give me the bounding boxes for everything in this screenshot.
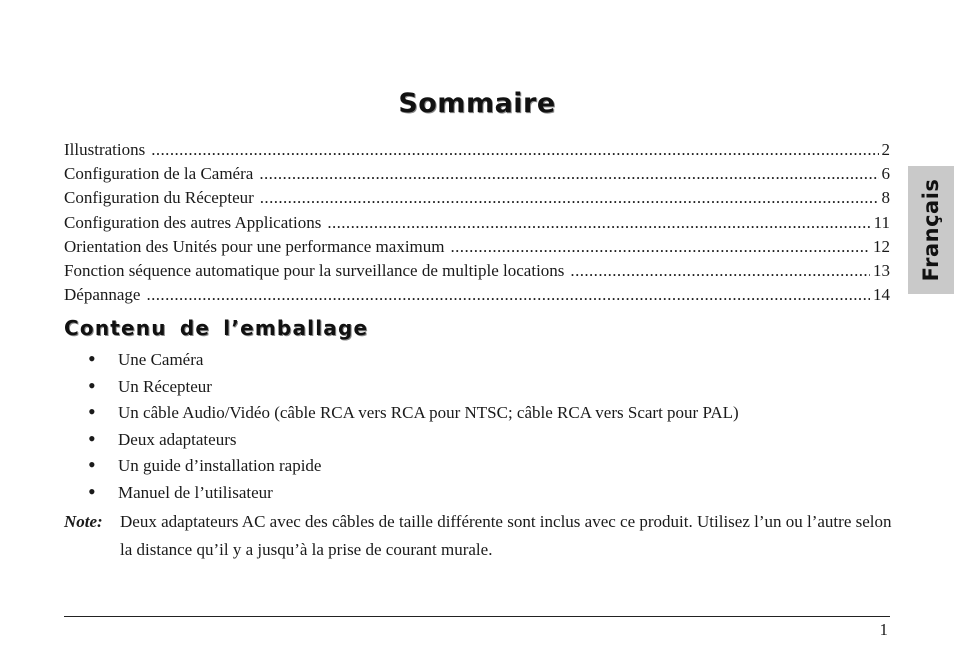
footer-divider bbox=[64, 616, 890, 617]
toc-dot-leader bbox=[146, 283, 870, 307]
list-item-text: Une Caméra bbox=[118, 350, 204, 369]
list-item bbox=[88, 453, 739, 480]
list-item-text: Manuel de l’utilisateur bbox=[118, 482, 273, 502]
list-item-text: Un guide d’installation rapide bbox=[118, 456, 322, 476]
list-item bbox=[88, 347, 739, 374]
list-item-text: Un câble Audio/Vidéo (câble RCA vers RCA pour NTSC; câble RCA vers Scart pour PAL) bbox=[118, 403, 739, 423]
page-title: Sommaire bbox=[398, 88, 556, 120]
list-item-text: Un Récepteur bbox=[118, 376, 212, 396]
toc-entry bbox=[64, 283, 890, 307]
note-block bbox=[64, 508, 894, 564]
toc-entry bbox=[64, 259, 890, 283]
toc-entry-label: Configuration de la Caméra bbox=[64, 164, 254, 184]
toc-entry-page: 2 bbox=[881, 140, 890, 159]
bullet-icon: • bbox=[88, 478, 96, 504]
toc-entry-label: Fonction séquence automatique pour la surveillance de multiple locations bbox=[64, 260, 565, 280]
section-heading: Contenu de l’emballage bbox=[64, 316, 369, 340]
bullet-icon: • bbox=[88, 372, 96, 398]
toc-entry-page: 14 bbox=[873, 285, 890, 305]
toc-entry bbox=[64, 186, 890, 210]
toc-entry-page: 8 bbox=[881, 188, 890, 208]
list-item-text: Deux adaptateurs bbox=[118, 429, 237, 449]
toc-entry bbox=[64, 211, 890, 235]
bullet-icon: • bbox=[88, 346, 96, 371]
toc-dot-leader bbox=[570, 259, 870, 283]
toc-entry-page: 11 bbox=[873, 212, 890, 232]
list-item bbox=[88, 480, 739, 507]
toc-entry bbox=[64, 235, 890, 259]
page-number: 1 bbox=[879, 620, 888, 639]
table-of-contents bbox=[64, 138, 890, 307]
list-item bbox=[88, 374, 739, 401]
toc-entry-page: 6 bbox=[881, 164, 890, 184]
toc-entry-label: Illustrations bbox=[64, 140, 146, 159]
toc-entry bbox=[64, 138, 890, 162]
toc-dot-leader bbox=[259, 162, 878, 186]
note-label: Note: bbox=[64, 512, 103, 531]
bullet-icon: • bbox=[88, 425, 96, 451]
note-text: Deux adaptateurs AC avec des câbles de taille différente sont inclus avec ce produit. Utilisez l’un ou l’autre selon la distance qu’il y a jusqu’à la prise de courant murale. bbox=[120, 512, 892, 559]
toc-entry-page: 13 bbox=[873, 260, 890, 280]
list-item bbox=[88, 400, 739, 427]
toc-entry-label: Configuration du Récepteur bbox=[64, 188, 254, 208]
bullet-icon: • bbox=[88, 452, 96, 478]
list-item bbox=[88, 427, 739, 454]
language-tab bbox=[908, 166, 954, 294]
toc-dot-leader bbox=[327, 211, 870, 235]
toc-dot-leader bbox=[151, 138, 878, 162]
bullet-icon: • bbox=[88, 399, 96, 425]
package-contents-list bbox=[88, 347, 739, 507]
toc-entry-page: 12 bbox=[873, 236, 890, 256]
toc-entry bbox=[64, 162, 890, 186]
toc-entry-label: Orientation des Unités pour une performance maximum bbox=[64, 236, 445, 256]
toc-dot-leader bbox=[260, 186, 879, 210]
toc-dot-leader bbox=[451, 235, 871, 259]
language-tab-label: Français bbox=[919, 178, 943, 282]
toc-entry-label: Dépannage bbox=[64, 285, 141, 305]
toc-entry-label: Configuration des autres Applications bbox=[64, 212, 322, 232]
